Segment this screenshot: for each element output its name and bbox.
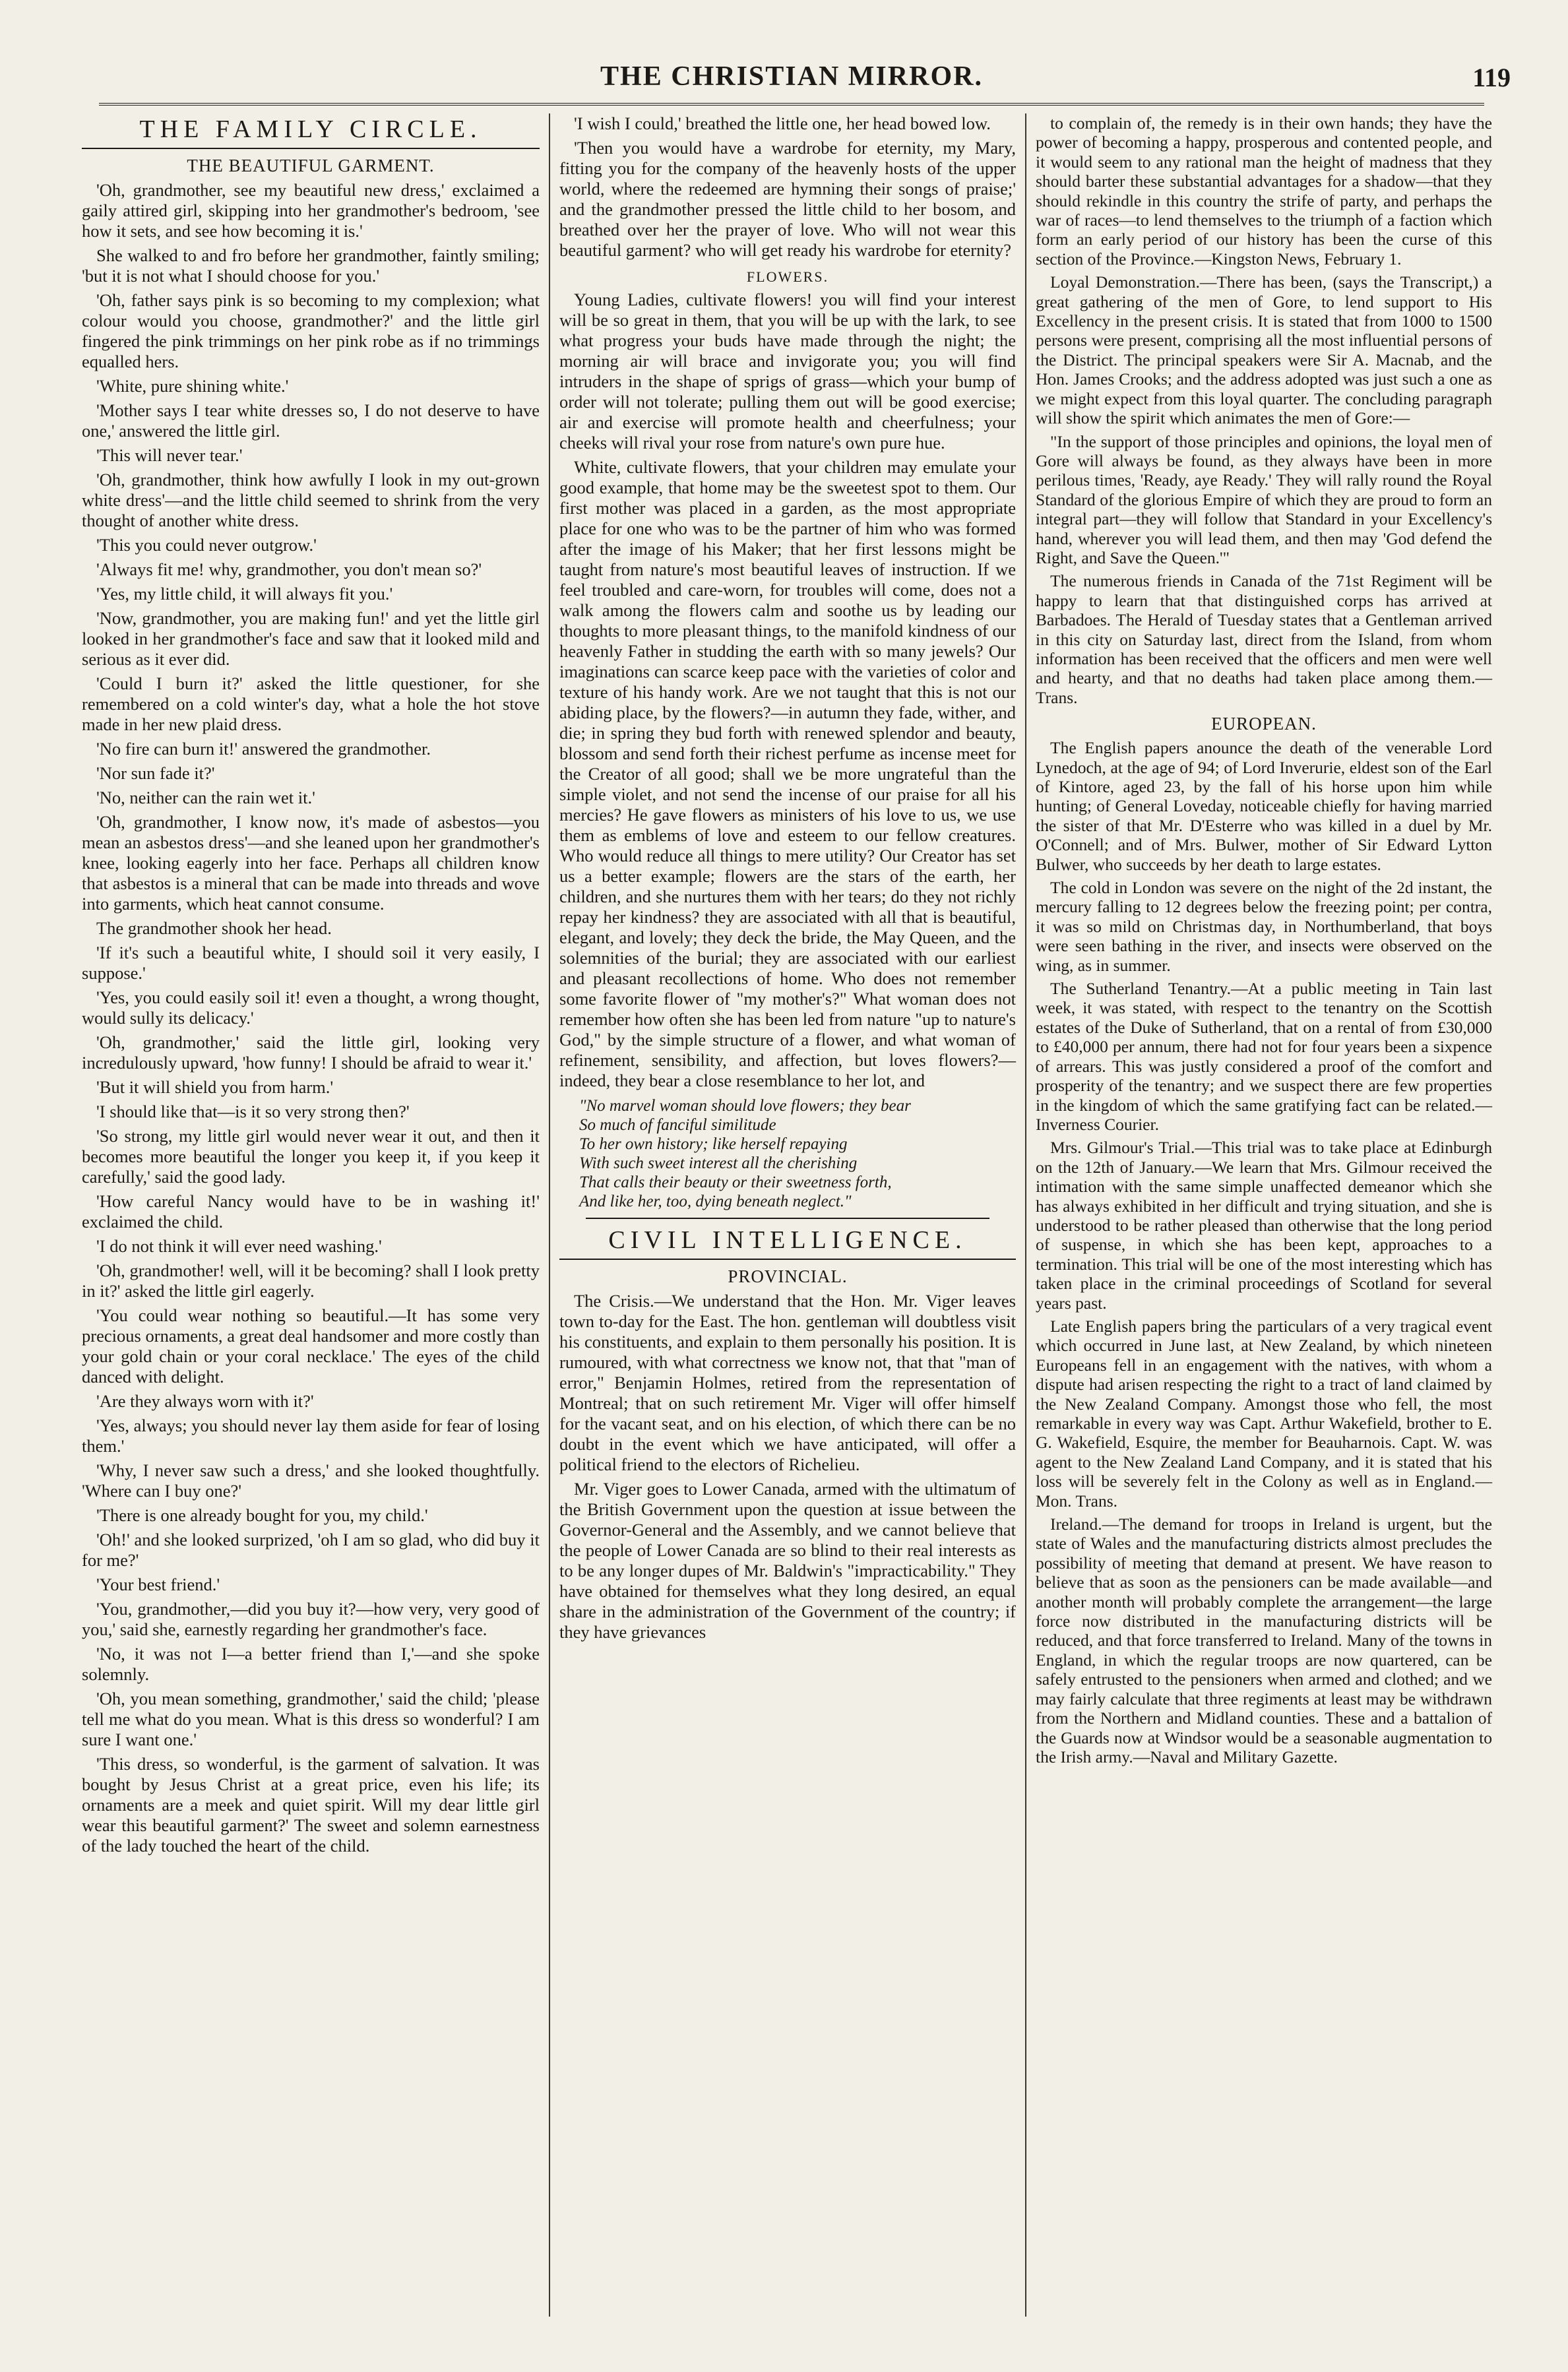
section-heading-family-circle: THE FAMILY CIRCLE. bbox=[82, 115, 540, 149]
article-body-european bbox=[1036, 738, 1492, 1766]
paragraph: 'Yes, my little child, it will always fit you.' bbox=[96, 584, 393, 604]
paragraph: to complain of, the remedy is in their own hands; they have the power of becoming a happy, prosperous and contented people, and it would seem to any rational man the height of madness that they should barter these substantial advantages for a shadow—that they should rekindle in this country the strife of party, and perhaps the war of races—to lend themselves to the triumph of a faction which form an early period of our history has been the curse of this section of the Province.—Kingston News, February 1. bbox=[1036, 113, 1492, 268]
paragraph: 'Yes, you could easily soil it! even a thought, a wrong thought, would sully its delicacy.' bbox=[82, 987, 540, 1028]
paragraph: 'This dress, so wonderful, is the garment of salvation. It was bought by Jesus Christ at a great price, even his life; its ornaments are a meek and quiet spirit. Will my dear little girl wear this beautiful garment?' The sweet and solemn earnestness of the lady touched the heart of the child. bbox=[82, 1754, 540, 1856]
paragraph: 'So strong, my little girl would never wear it out, and then it becomes more beautiful the longer you keep it, if you keep it carefully,' said the good lady. bbox=[82, 1126, 540, 1187]
article-title-flowers: FLOWERS. bbox=[746, 268, 829, 285]
paragraph: Ireland.—The demand for troops in Ireland is urgent, but the state of Wales and the manufacturing districts almost precludes the possibility of meeting that demand at present. We have reason to believe that as soon as the pensioners can be made available—and another month will probably complete the arrangement—the large force now distributed in the manufacturing districts will be reduced, and that force transferred to Ireland. Many of the towns in England, in which the regular troops are now quartered, can be safely entrusted to the pensioners when armed and clothed; and we may fairly calculate that three regiments at least may be withdrawn from the Northern and Midland counties. These and a battalion of the Guards now at Windsor would be a seasonable augmentation to the Irish army.—Naval and Military Gazette. bbox=[1036, 1514, 1492, 1766]
paragraph: The Sutherland Tenantry.—At a public meeting in Tain last week, it was stated, with respect to the tenantry on the Scottish estates of the Duke of Sutherland, that on a rental of from £30,000 to £40,000 per annum, there had not for four years been a sixpence of arrears. This was justly considered a proof of the comfort and prosperity of the tenantry; and we suspect there are few properties in the kingdom of which the same gratifying fact can be related.—Inverness Courier. bbox=[1036, 979, 1492, 1134]
section-heading-civil-intelligence: CIVIL INTELLIGENCE. bbox=[559, 1226, 1016, 1260]
paragraph: 'You, grandmother,—did you buy it?—how very, very good of you,' said she, earnestly regarding her grandmother's face. bbox=[82, 1599, 540, 1639]
newspaper-title: THE CHRISTIAN MIRROR. bbox=[600, 61, 983, 92]
poem-quote bbox=[579, 1096, 1016, 1211]
paragraph: 'Why, I never saw such a dress,' and she looked thoughtfully. 'Where can I buy one?' bbox=[82, 1460, 540, 1501]
paragraph: Late English papers bring the particulars of a very tragical event which occurred in June last, at New Zealand, by which nineteen Europeans fell in an engagement with the natives, with whom a dispute had arisen respecting the right to a tract of land claimed by the New Zealand Company. Amongst those who fell, the most remarkable in every way was Capt. Arthur Wakefield, brother to E. G. Wakefield, Esquire, the member for Beauharnois. Capt. W. was agent to the New Zealand Land Company, and it is stated that his loss will be severely felt in the Colony as well as in England.—Mon. Trans. bbox=[1036, 1316, 1492, 1511]
paragraph: 'I do not think it will ever need washing.' bbox=[96, 1236, 382, 1256]
paragraph: Mrs. Gilmour's Trial.—This trial was to take place at Edinburgh on the 12th of January.—We learn that Mrs. Gilmour received the intimation with the same simple unaffected demeanor which she has always exhibited in her difficult and trying situation, and she is understood to be rather pleased than otherwise that the long period of suspense, in which she has been kept, approaches to a termination. This trial will be one of the most interesting which has taken place in the criminal proceedings of Scotland for several years past. bbox=[1036, 1138, 1492, 1313]
paragraph: Mr. Viger goes to Lower Canada, armed with the ultimatum of the British Government upon the question at issue between the Governor-General and the Assembly, and we cannot believe that the people of Lower Canada are so blind to their real interests as to be any longer dupes of Mr. Baldwin's "impracticability." They have obtained for themselves what they long desired, an equal share in the administration of the Government of the country; if they have grievances bbox=[559, 1479, 1016, 1642]
paragraph: 'Oh, grandmother! well, will it be becoming? shall I look pretty in it?' asked the little girl eagerly. bbox=[82, 1261, 540, 1301]
column-3 bbox=[1025, 113, 1501, 2317]
paragraph: 'Always fit me! why, grandmother, you don't mean so?' bbox=[96, 559, 482, 579]
newspaper-page bbox=[73, 53, 1511, 2322]
column-1 bbox=[73, 113, 549, 2317]
paragraph: 'White, pure shining white.' bbox=[96, 376, 289, 396]
paragraph: 'Oh, father says pink is so becoming to my complexion; what colour would you choose, grandmother?' and the little girl fingered the pink trimmings on her pink robe as if no trimmings equalled hers. bbox=[82, 290, 540, 371]
paragraph: Young Ladies, cultivate flowers! you will find your interest will be so great in them, that you will be up with the lark, to see what progress your buds have made through the night; the morning air will brace and invigorate you; you will find intruders in the shape of sprigs of grass—which your bump of order will not tolerate; pulling them out will be good exercise; air and exercise will promote health and cheerfulness; your cheeks will rival your rose from nature's own pure hue. bbox=[559, 290, 1016, 453]
paragraph: 'Are they always worn with it?' bbox=[96, 1391, 314, 1411]
paragraph: 'You could wear nothing so beautiful.—It has some very precious ornaments, a great deal handsomer and more costly than your gold chain or your coral necklace.' The eyes of the child danced with delight. bbox=[82, 1305, 540, 1387]
paragraph: 'If it's such a beautiful white, I should soil it very easily, I suppose.' bbox=[82, 943, 540, 983]
paragraph: The English papers anounce the death of the venerable Lord Lynedoch, at the age of 94; of Lord Inverurie, eldest son of the Earl of Kintore, aged 23, by the fall of his horse upon him while hunting; of General Loveday, noticeable chiefly for having married the sister of that Mr. D'Esterre who was killed in a duel by Mr. O'Connell; and of Mrs. Bulwer, mother of Sir Edward Lytton Bulwer, who succeeds by her death to large estates. bbox=[1036, 738, 1492, 874]
poem-line: That calls their beauty or their sweetness forth, bbox=[579, 1173, 892, 1191]
paragraph: The cold in London was severe on the night of the 2d instant, the mercury falling to 12 degrees below the freezing point; per contra, it was so mild on Christmas day, in Northumberland, that boys were seen bathing in the river, and insects were observed on the wing, as in summer. bbox=[1036, 878, 1492, 975]
paragraph: 'Yes, always; you should never lay them aside for fear of losing them.' bbox=[82, 1416, 540, 1456]
paragraph: "In the support of those principles and opinions, the loyal men of Gore will always be found, as they always have been in more perilous times, 'Ready, aye Ready.' They will rally round the Royal Standard of the glorious Empire of which they are proud to form an integral part—they will follow that Standard in your Excellency's hand, wherever you will lead them, and then may 'God defend the Right, and Save the Queen.'" bbox=[1036, 431, 1492, 567]
paragraph: 'No, it was not I—a better friend than I,'—and she spoke solemnly. bbox=[82, 1644, 540, 1684]
paragraph: 'How careful Nancy would have to be in washing it!' exclaimed the child. bbox=[82, 1191, 540, 1232]
article-continuation bbox=[559, 113, 1016, 261]
article-body-beautiful-garment bbox=[82, 180, 540, 1856]
column-2 bbox=[549, 113, 1025, 2317]
poem-line: So much of fanciful similitude bbox=[579, 1116, 776, 1134]
paragraph: 'I wish I could,' breathed the little one, her head bowed low. bbox=[574, 113, 991, 133]
columns bbox=[73, 113, 1511, 2317]
paragraph: The grandmother shook her head. bbox=[96, 918, 332, 938]
article-continuation-provincial bbox=[1036, 113, 1492, 707]
poem-line: "No marvel woman should love flowers; they bear bbox=[579, 1097, 911, 1115]
paragraph: 'This will never tear.' bbox=[96, 445, 243, 465]
paragraph: 'No fire can burn it!' answered the grandmother. bbox=[96, 739, 431, 759]
article-body-provincial bbox=[559, 1291, 1016, 1642]
paragraph: 'But it will shield you from harm.' bbox=[96, 1077, 334, 1097]
paragraph: 'There is one already bought for you, my child.' bbox=[96, 1505, 428, 1525]
paragraph: 'Nor sun fade it?' bbox=[96, 763, 215, 783]
paragraph: White, cultivate flowers, that your children may emulate your good example, that home may be the sweetest spot to them. Our first mother was placed in a garden, as the most appropriate place for one who was to be the partner of him who was formed after the image of his Maker; that her first lessons might be taught from nature's most beautiful leaves of instruction. If we feel troubled and care-worn, for troubles will come, does not a walk among the flowers calm and soothe us by leading our thoughts to more pleasant things, to the manifold kindness of our heavenly Father in studding the earth with so many jewels? Our imaginations can scarce keep pace with the varieties of color and texture of his handy work. Are we not taught that this is not our abiding place, by the flowers?—in autumn they fade, wither, and die; in spring they bud forth with renewed splendor and beauty, blossom and send forth their richest perfume as incense meet for the Creator of all good; shall we be more ungrateful than the simple violet, and not send the incense of our praise for all his mercies? He gave flowers as ministers of his love to us, we use them as emblems of love and esteem to our fellow creatures. Who would reduce all things to mere utility? Our Creator has set us a better example; flowers are the stars of the earth, her children, and she nurtures them with her tears; do they not richly repay her kindness? they are associated with all that is beautiful, elegant, and lovely; they deck the bride, the May Queen, and the solemnities of the burial; they are associated with our earliest and pleasant recollections of home. Who does not remember some favorite flower of "my mother's?" What woman does not remember how often she has been led from nature "up to nature's God," by the simple structure of a flower, and what woman of refinement, sensibility, and affection, but loves flowers?—indeed, they bear a close resemblance to her lot, and bbox=[559, 457, 1016, 1090]
paragraph: 'Oh!' and she looked surprized, 'oh I am so glad, who did buy it for me?' bbox=[82, 1530, 540, 1570]
section-divider bbox=[586, 1218, 989, 1219]
subsection-heading-provincial: PROVINCIAL. bbox=[728, 1266, 848, 1286]
poem-line: And like her, too, dying beneath neglect." bbox=[579, 1193, 852, 1210]
paragraph: 'I should like that—is it so very strong then?' bbox=[96, 1102, 410, 1121]
article-body-flowers bbox=[559, 290, 1016, 1091]
paragraph: 'Oh, grandmother, think how awfully I look in my out-grown white dress'—and the little child seemed to shrink from the very thought of another white dress. bbox=[82, 470, 540, 530]
article-title-beautiful-garment: THE BEAUTIFUL GARMENT. bbox=[187, 156, 435, 175]
paragraph: She walked to and fro before her grandmother, faintly smiling; 'but it is not what I should choose for you.' bbox=[82, 245, 540, 286]
paragraph: 'Oh, grandmother, I know now, it's made of asbestos—you mean an asbestos dress'—and she leaned upon her grandmother's knee, looking eagerly into her face. Perhaps all children know that asbestos is a mineral that can be made into threads and wove into garments, which heat cannot consume. bbox=[82, 812, 540, 914]
subsection-heading-european: EUROPEAN. bbox=[1211, 714, 1317, 734]
paragraph: 'Then you would have a wardrobe for eternity, my Mary, fitting you for the company of the heavenly hosts of the upper world, where the redeemed are hymning their songs of praise;' and the grandmother pressed the little child to her bosom, and breathed over her the prayer of love. Who will not wear this beautiful garment? who will get ready his wardrobe for eternity? bbox=[559, 138, 1016, 260]
paragraph: 'Mother says I tear white dresses so, I do not deserve to have one,' answered the little girl. bbox=[82, 400, 540, 441]
poem-line: With such sweet interest all the cherishing bbox=[579, 1154, 858, 1172]
paragraph: 'No, neither can the rain wet it.' bbox=[96, 788, 315, 807]
paragraph: Loyal Demonstration.—There has been, (says the Transcript,) a great gathering of the men of Gore, to lend support to His Excellency in the present crisis. It is stated that from 1000 to 1500 persons were present, comprising all the most influential persons of the District. The principal speakers were Sir A. Macnab, and the Hon. James Crooks; and the address adopted was just such a one as we might expect from this loyal quarter. The concluding paragraph will show the spirit which animates the men of Gore:— bbox=[1036, 272, 1492, 428]
paragraph: 'Could I burn it?' asked the little questioner, for she remembered on a cold winter's day, what a hole the hot stove made in her new plaid dress. bbox=[82, 673, 540, 734]
paragraph: 'Oh, grandmother, see my beautiful new dress,' exclaimed a gaily attired girl, skipping into her grandmother's bedroom, 'see how it sets, and see how becoming it is.' bbox=[82, 180, 540, 241]
paragraph: 'This you could never outgrow.' bbox=[96, 535, 317, 555]
paragraph: 'Now, grandmother, you are making fun!' and yet the little girl looked in her grandmother's face and saw that it looked mild and serious as it ever did. bbox=[82, 608, 540, 669]
poem-line: To her own history; like herself repaying bbox=[579, 1135, 848, 1153]
page-number: 119 bbox=[1472, 63, 1511, 92]
paragraph: 'Oh, grandmother,' said the little girl, looking very incredulously upward, 'how funny! I should be afraid to wear it.' bbox=[82, 1032, 540, 1073]
masthead bbox=[73, 53, 1511, 104]
paragraph: 'Your best friend.' bbox=[96, 1575, 220, 1594]
paragraph: 'Oh, you mean something, grandmother,' said the child; 'please tell me what do you mean. What is this dress so wonderful? I am sure I want one.' bbox=[82, 1689, 540, 1749]
masthead-rule bbox=[99, 103, 1484, 108]
paragraph: The numerous friends in Canada of the 71st Regiment will be happy to learn that that distinguished corps has arrived at Barbadoes. The Herald of Tuesday states that a Gentleman arrived in this city on Saturday last, direct from the Island, from whom information has been received that the officers and men were well and hearty, and that no deaths had taken place among them.—Trans. bbox=[1036, 571, 1492, 707]
paragraph: The Crisis.—We understand that the Hon. Mr. Viger leaves town to-day for the East. The hon. gentleman will doubtless visit his constituents, and explain to them personally his position. It is rumoured, with what correctness we know not, that that "man of error," Benjamin Holmes, retired from the representation of Montreal; that on such retirement Mr. Viger will offer himself for the vacant seat, and on his election, of which there can be no doubt in the event which we have anticipated, will offer a political friend to the electors of Richelieu. bbox=[559, 1291, 1016, 1474]
